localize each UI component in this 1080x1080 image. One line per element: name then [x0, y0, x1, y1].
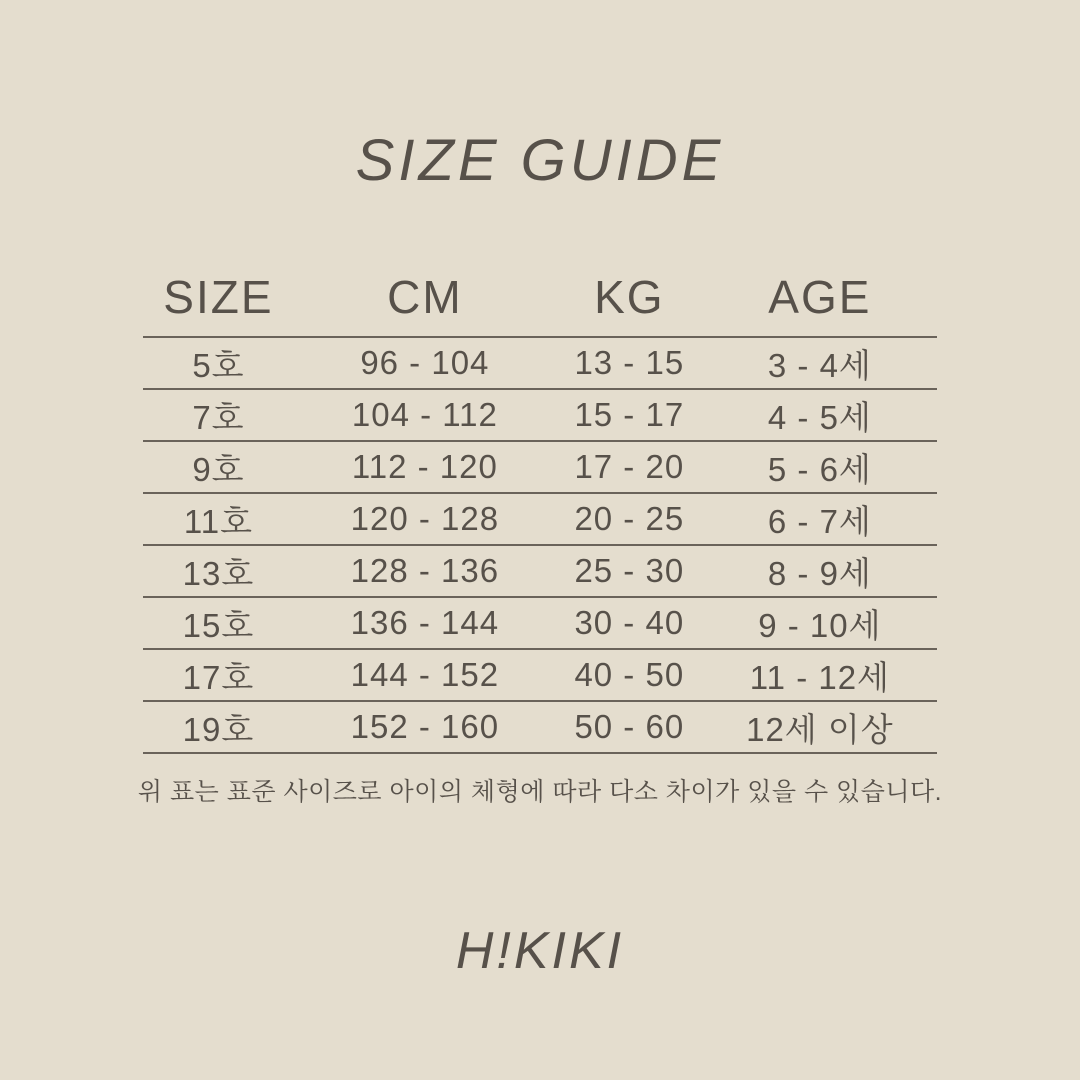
size-note: 위 표는 표준 사이즈로 아이의 체형에 따라 다소 차이가 있을 수 있습니다. [137, 778, 943, 806]
cell-age: 3 - 4세 [767, 346, 872, 384]
cell-age: 8 - 9세 [767, 554, 872, 592]
cell-kg: 17 - 20 [574, 448, 685, 485]
cell-kg: 40 - 50 [574, 656, 685, 693]
table-row [143, 546, 937, 598]
table-row [143, 598, 937, 650]
cell-cm: 112 - 120 [351, 448, 498, 485]
cell-age: 5 - 6세 [767, 450, 872, 488]
cell-size: 17호 [182, 658, 255, 696]
cell-size: 5호 [192, 346, 245, 384]
table-row [143, 494, 937, 546]
table-row [143, 442, 937, 494]
column-header-size: SIZE [163, 271, 274, 323]
table-row [143, 702, 937, 754]
page-title: SIZE GUIDE [355, 128, 725, 193]
cell-age: 9 - 10세 [758, 606, 882, 644]
cell-age: 11 - 12세 [749, 658, 890, 696]
column-header-cm: CM [387, 271, 463, 323]
cell-cm: 96 - 104 [360, 344, 490, 381]
size-table-header [143, 258, 937, 338]
cell-cm: 152 - 160 [350, 708, 500, 745]
cell-size: 15호 [182, 606, 255, 644]
table-row [143, 338, 937, 390]
cell-kg: 50 - 60 [574, 708, 685, 745]
column-header-kg: KG [594, 271, 665, 323]
cell-cm: 128 - 136 [350, 552, 500, 589]
cell-cm: 144 - 152 [350, 656, 500, 693]
brand-logo: H!KIKI [455, 921, 625, 980]
column-header-age: AGE [768, 271, 872, 323]
cell-size: 19호 [182, 710, 255, 748]
size-table [143, 258, 937, 754]
cell-cm: 104 - 112 [351, 396, 498, 433]
table-row [143, 390, 937, 442]
cell-size: 11호 [183, 502, 253, 540]
cell-size: 9호 [192, 450, 245, 488]
cell-kg: 20 - 25 [574, 500, 685, 537]
cell-age: 4 - 5세 [767, 398, 872, 436]
cell-age: 6 - 7세 [767, 502, 872, 540]
cell-kg: 13 - 15 [574, 344, 685, 381]
cell-kg: 30 - 40 [574, 604, 685, 641]
cell-cm: 136 - 144 [350, 604, 500, 641]
cell-kg: 25 - 30 [574, 552, 685, 589]
cell-size: 13호 [182, 554, 255, 592]
cell-kg: 15 - 17 [574, 396, 685, 433]
cell-size: 7호 [192, 398, 245, 436]
table-row [143, 650, 937, 702]
cell-cm: 120 - 128 [350, 500, 500, 537]
cell-age: 12세 이상 [746, 710, 894, 748]
